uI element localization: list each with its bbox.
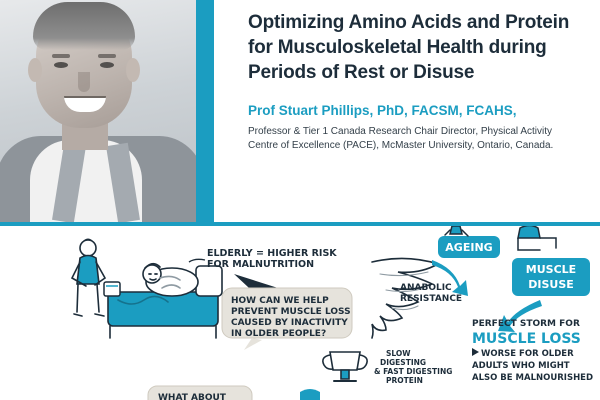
label-question-line1: HOW CAN WE HELP	[231, 296, 329, 306]
clipped-bottom-bubble	[148, 386, 252, 400]
label-muscle-line2: DISUSE	[528, 278, 574, 291]
question-bubble	[222, 288, 352, 350]
label-clipped-bottom: WHAT ABOUT	[158, 393, 226, 400]
hospital-bed	[108, 264, 222, 338]
speaker-affiliation: Professor & Tier 1 Canada Research Chair Director, Physical Activity Centre of Excellence (PACE), McMaster University, Ontario, Canada.	[248, 126, 554, 151]
label-ageing: AGEING	[445, 241, 493, 254]
page-title: Optimizing Amino Acids and Protein for Musculoskeletal Health during Periods of Rest or Disuse	[248, 12, 570, 83]
label-slow-digesting-line1: SLOW	[386, 349, 411, 358]
label-muscle-line1: MUSCLE	[525, 263, 577, 276]
label-perfect-storm-line3: WORSE FOR OLDER	[481, 349, 574, 359]
label-perfect-storm-line5: ALSO BE MALNOURISHED	[472, 373, 594, 383]
label-perfect-storm-line2: MUSCLE LOSS	[472, 331, 581, 347]
leader-line-elderly	[189, 259, 205, 262]
seated-figure	[518, 226, 556, 250]
portrait-hair	[33, 2, 135, 50]
label-question-line2: PREVENT MUSCLE LOSS	[231, 307, 351, 317]
label-question-line4: IN OLDER PEOPLE?	[231, 329, 327, 339]
title-block	[248, 10, 588, 153]
portrait-eye-left	[54, 62, 68, 68]
portrait-ear-right	[126, 58, 140, 82]
muscle-disuse-badge	[512, 258, 590, 296]
speaker-name: Prof Stuart Phillips, PhD, FACSM, FCAHS,	[248, 103, 517, 118]
portrait-eye-right	[100, 62, 114, 68]
bedside-tray	[104, 282, 120, 296]
label-anabolic-line2: RESISTANCE	[400, 294, 463, 304]
label-slow-digesting-line3: & FAST DIGESTING	[374, 367, 453, 376]
trophy-icon	[323, 352, 367, 381]
ageing-badge	[438, 236, 500, 258]
portrait-ear-left	[28, 58, 42, 82]
label-perfect-storm-line4: ADULTS WHO MIGHT	[472, 361, 570, 371]
carer-figure	[72, 239, 105, 317]
speaker-photo	[0, 0, 196, 222]
label-elderly-risk-line1: ELDERLY = HIGHER RISK	[207, 248, 337, 259]
label-question-line3: CAUSED BY INACTIVITY	[231, 318, 348, 328]
walking-elder-figure	[445, 226, 468, 236]
label-anabolic-line1: ANABOLIC	[400, 283, 452, 293]
bullet-marker-icon	[472, 348, 479, 356]
sketchnote-illustration	[0, 226, 600, 400]
portrait-brow-right	[98, 54, 116, 58]
portrait-brow-left	[52, 54, 70, 58]
portrait-nose	[78, 72, 90, 92]
label-perfect-storm-line1: PERFECT STORM FOR	[472, 319, 580, 329]
bottom-teal-mark	[300, 389, 320, 400]
label-slow-digesting-line2: DIGESTING	[380, 358, 427, 367]
accent-bar	[196, 0, 214, 222]
label-elderly-risk-line2: FOR MALNUTRITION	[207, 259, 315, 270]
label-slow-digesting-line4: PROTEIN	[386, 376, 423, 385]
